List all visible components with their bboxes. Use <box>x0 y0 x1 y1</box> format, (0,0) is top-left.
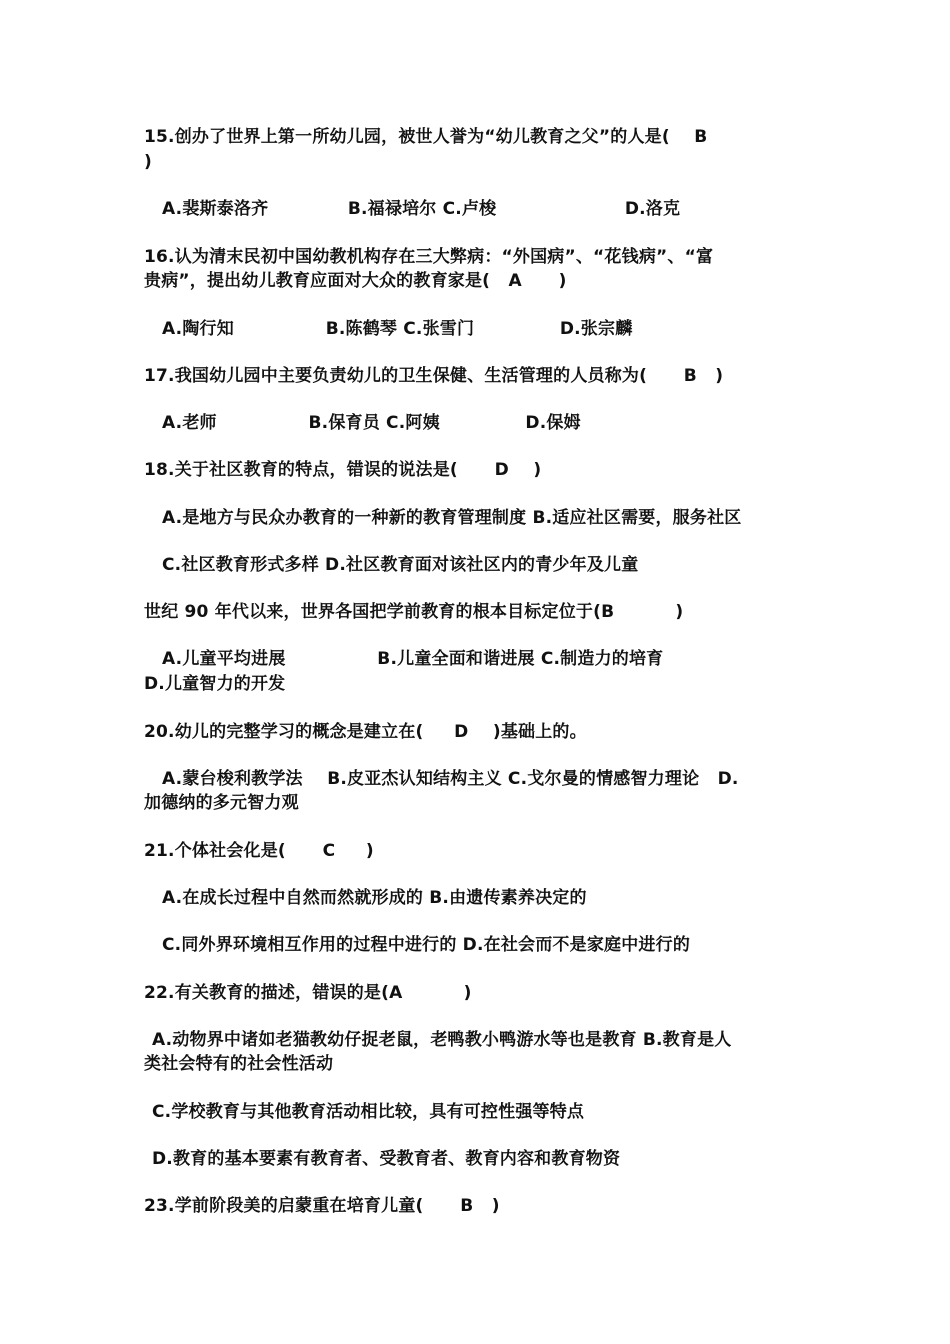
question-20: 20.幼儿的完整学习的概念是建立在( D )基础上的。 <box>144 722 587 742</box>
question-18-options-1: A.是地方与民众办教育的一种新的教育管理制度 B.适应社区需要，服务社区 <box>162 508 742 528</box>
question-19: 世纪 90 年代以来，世界各国把学前教育的根本目标定位于(B ) <box>144 602 684 622</box>
question-23: 23.学前阶段美的启蒙重在培育儿童( B ) <box>144 1196 500 1216</box>
question-20-options-cont: 加德纳的多元智力观 <box>144 793 299 813</box>
question-16-cont: 贵病”，提出幼儿教育应面对大众的教育家是( A ) <box>144 271 567 291</box>
question-22: 22.有关教育的描述，错误的是(A ) <box>144 983 472 1003</box>
question-21: 21.个体社会化是( C ) <box>144 841 374 861</box>
question-19-options-cont: D.儿童智力的开发 <box>144 674 286 694</box>
question-21-options-1: A.在成长过程中自然而然就形成的 B.由遗传素养决定的 <box>162 888 587 908</box>
question-17-options: A.老师 B.保育员 C.阿姨 D.保姆 <box>162 413 581 433</box>
question-20-options: A.蒙台梭利教学法 B.皮亚杰认知结构主义 C.戈尔曼的情感智力理论 D. <box>162 769 739 789</box>
question-15: 15.创办了世界上第一所幼儿园，被世人誉为“幼儿教育之父”的人是( B <box>144 127 708 147</box>
question-15-options: A.裴斯泰洛齐 B.福禄培尔 C.卢梭 D.洛克 <box>162 199 681 219</box>
question-15-cont: ) <box>144 152 152 172</box>
question-18: 18.关于社区教育的特点，错误的说法是( D ) <box>144 460 542 480</box>
question-17: 17.我国幼儿园中主要负责幼儿的卫生保健、生活管理的人员称为( B ) <box>144 366 724 386</box>
question-18-options-2: C.社区教育形式多样 D.社区教育面对该社区内的青少年及儿童 <box>162 555 639 575</box>
question-22-options-2: C.学校教育与其他教育活动相比较，具有可控性强等特点 <box>152 1102 585 1122</box>
question-21-options-2: C.同外界环境相互作用的过程中进行的 D.在社会而不是家庭中进行的 <box>162 935 691 955</box>
question-22-options-1: A.动物界中诸如老猫教幼仔捉老鼠，老鸭教小鸭游水等也是教育 B.教育是人 <box>152 1030 732 1050</box>
question-19-options: A.儿童平均进展 B.儿童全面和谐进展 C.制造力的培育 <box>162 649 664 669</box>
question-16: 16.认为清末民初中国幼教机构存在三大弊病：“外国病”、“花钱病”、“富 <box>144 247 714 267</box>
question-22-options-1-cont: 类社会特有的社会性活动 <box>144 1054 334 1074</box>
question-22-options-3: D.教育的基本要素有教育者、受教育者、教育内容和教育物资 <box>152 1149 621 1169</box>
question-16-options: A.陶行知 B.陈鹤琴 C.张雪门 D.张宗麟 <box>162 319 633 339</box>
